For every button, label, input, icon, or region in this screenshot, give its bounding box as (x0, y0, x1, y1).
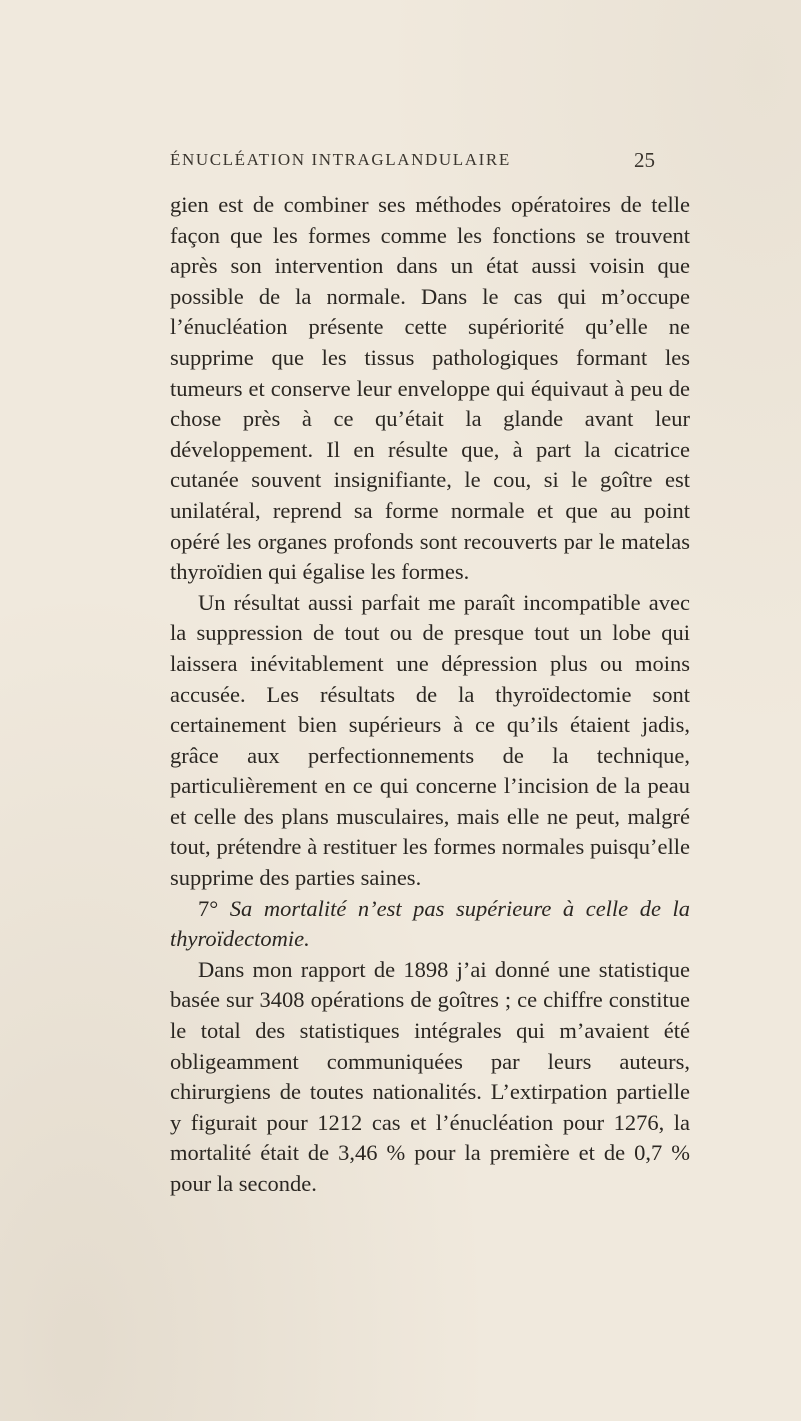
page-header (170, 148, 655, 174)
paragraph: Dans mon rapport de 1898 j’ai donné une statistique basée sur 3408 opérations de goîtres ; ce chiffre constitue le total des statistiques intégrales qui m’avaient été obligeamment communiquées par leurs auteurs, chirurgiens de toutes nationalités. L’extirpation partielle y figurait pour 1212 cas et l’énucléation pour 1276, la mortalité était de 3,46 % pour la première et de 0,7 % pour la seconde. (170, 956, 690, 1196)
paragraph: Un résultat aussi parfait me paraît incompatible avec la suppression de tout ou de presque tout un lobe qui laissera inévitablement une dépression plus ou moins accusée. Les résultats de la thyroïdectomie sont certainement bien supérieurs à ce qu’ils étaient jadis, grâce aux perfectionnements de la technique, particulièrement en ce qui concerne l’incision de la peau et celle des plans musculaires, mais elle ne peut, malgré tout, prétendre à restituer les formes normales puisqu’elle supprime des parties saines. (170, 589, 690, 891)
section-heading (170, 894, 690, 955)
paragraph-continued: gien est de combiner ses méthodes opératoires de telle façon que les formes comme les fonctions se trouvent après son intervention dans un état aussi voisin que possible de la normale. Dans le cas qui m’occupe l’énucléation présente cette supériorité qu’elle ne supprime que les tissus pathologiques formant les tumeurs et conserve leur enveloppe qui équivaut à peu de chose près à ce qu’était la glande avant leur développement. Il en résulte que, à part la cicatrice cutanée souvent insignifiante, le cou, si le goître est unilatéral, reprend sa forme normale et que au point opéré les organes profonds sont recouverts par le matelas thyroïdien qui égalise les formes. (170, 192, 690, 585)
running-title: ÉNUCLÉATION INTRAGLANDULAIRE (170, 150, 511, 169)
section-number: 7° (198, 895, 219, 921)
section-title: Sa mortalité n’est pas supérieure à celle de la thyroïdectomie. (170, 895, 690, 952)
body-text (170, 190, 690, 1200)
page-number: 25 (634, 148, 655, 172)
